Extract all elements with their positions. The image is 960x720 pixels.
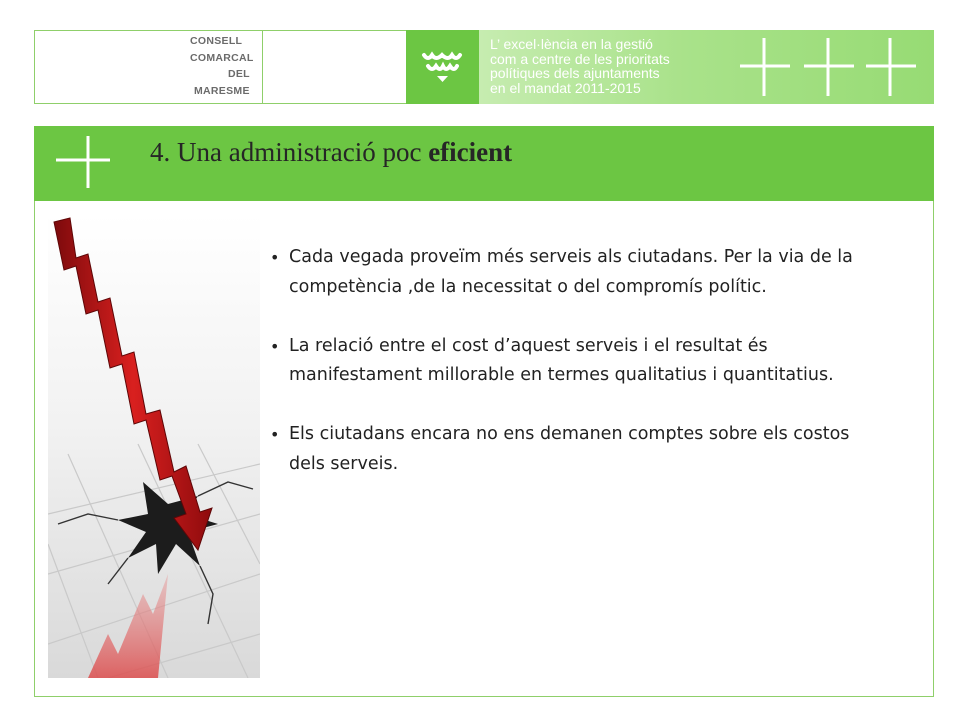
bullet-text: Els ciutadans encara no ens demanen comptes sobre els costos dels serveis.	[289, 424, 850, 474]
bullet-list	[270, 243, 870, 509]
header-divider	[262, 30, 263, 104]
tagline-line: L’ excel·lència en la gestió	[490, 36, 653, 52]
organization-logo-text	[190, 33, 260, 99]
title-prefix: 4. Una administració poc	[150, 137, 429, 167]
list-item	[270, 420, 870, 479]
logo-line: MARESME	[194, 84, 250, 97]
decorative-crosses	[740, 34, 930, 100]
tagline-line: polítiques dels ajuntaments	[490, 65, 660, 81]
logo-line: CONSELL	[190, 35, 243, 47]
title-emphasis: eficient	[428, 137, 513, 167]
tagline-line: com a centre de les prioritats	[490, 50, 670, 67]
bullet-text: Cada vegada proveïm més serveis als ciutadans. Per la via de la competència ,de la necessitat o del compromís polític.	[289, 247, 853, 297]
bullet-icon: •	[270, 336, 280, 356]
bullet-text: La relació entre el cost d’aquest serveis i el resultat és manifestament millorable en termes qualitatius i quantitatius.	[289, 335, 834, 385]
cross-icon	[740, 38, 790, 96]
list-item	[270, 243, 870, 302]
falling-red-arrow-crack-icon	[48, 214, 260, 678]
tagline	[490, 37, 750, 95]
emblem-panel	[406, 30, 479, 104]
list-item	[270, 332, 870, 391]
bullet-icon: •	[270, 425, 280, 444]
cross-icon	[52, 134, 112, 190]
cross-icon	[866, 38, 916, 96]
cross-icon	[804, 38, 854, 96]
logo-line: COMARCAL	[190, 51, 254, 64]
maresme-waves-emblem-icon	[406, 30, 479, 104]
logo-line: DEL	[228, 68, 250, 80]
tagline-line: en el mandat 2011-2015	[490, 79, 641, 96]
slide-title	[150, 137, 512, 168]
bullet-icon: •	[270, 248, 280, 267]
